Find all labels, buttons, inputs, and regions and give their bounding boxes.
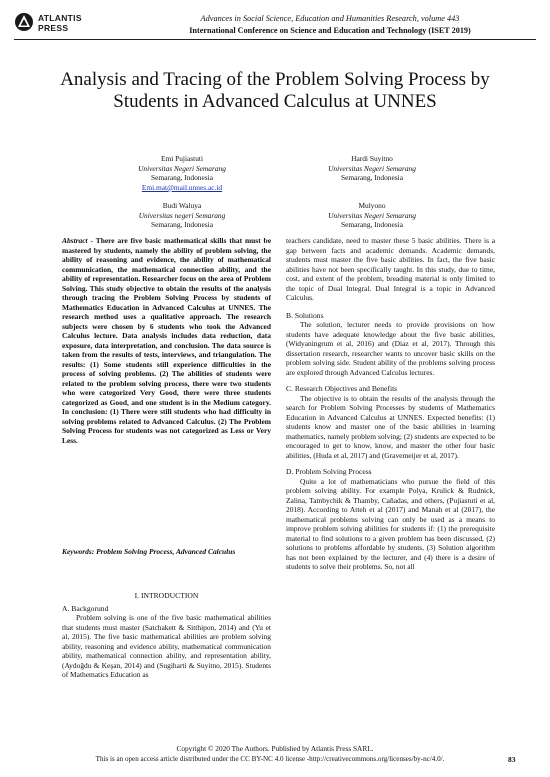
paragraph: teachers candidate, need to master these 5 basic abilities. There is a gap between facts and academic demands. Academic demands, students must master the five basic abilities. In fact, the five basic abilities have not been specifically taught. In this study, due to time, cost, and extent of the problem, breading material is only limited to the topic of Dual Integral. Dual Integral is a topic in Advanced Calculus. xyxy=(286,236,495,302)
conference-name: International Conference on Science and Education and Technology (ISET 2019) xyxy=(189,26,471,35)
author-name: Hardi Suyitno xyxy=(351,154,393,163)
author-institution: Universitas negeri Semarang xyxy=(138,210,226,220)
keywords-text: Problem Solving Process, Advanced Calculus xyxy=(94,547,236,556)
paragraph: Problem solving is one of the five basic mathematical abilities that students must master (Satchakett & Sitthipon, 2014) and (Yu et al, 2015). The five basic mathematical abilities are problem solving ability, reasoning and evidence ability, mathematical communication ability, mathematical connection ability, and representation ability, (Aydoğdu & Keşan, 2014) and (Sugiharti & Suyitno, 2015). Students of Mathematics Education as xyxy=(62,613,271,679)
subsection-heading: A. Backgorund xyxy=(62,603,109,613)
paragraph: Quite a lot of mathematicians who pursue the field of this problem solving ability. For example Polya, Krulick & Rudnick, Zalina, Tambychik & Thamby, Cañadas, and others, (Pujiastuti et al, 2018). According to Atteh et al (2017) and Manah et al (2017), the mathematical problems solving can only be used as a means to improve problem solving abilities for students if: (1) the prerequisite material to find solutions to a given problem has been discussed, (2) solutions to problems affordable by students, (3) Solution algorithm has not been explained by the lecturer, and (4) there is a desire of students to solve their problems. So, not all xyxy=(286,476,495,571)
page-number: 83 xyxy=(508,755,516,764)
copyright-notice: Copyright © 2020 The Authors. Published by Atlantis Press SARL. xyxy=(176,744,374,753)
paper-title: Analysis and Tracing of the Problem Solving Process by Students in Advanced Calculus at UNNES xyxy=(60,69,490,112)
author-block xyxy=(92,201,272,230)
keywords-label: Keywords: xyxy=(62,547,95,556)
author-location: Semarang, Indonesia xyxy=(151,173,213,183)
abstract-label: Abstract xyxy=(62,236,88,245)
license-notice: This is an open access article distributed under the CC BY-NC 4.0 license -http://creativecommons.org/licenses/by-nc/4.0/. xyxy=(95,755,445,763)
paragraph: The objective is to obtain the results of the analysis through the search for Problem Solving Processes by students of Mathematics Education in Advanced Calculus at UNNES. Expected benefits: (1) students know and master one of the basic abilities in learning mathematics, namely problem solving; (2) students are expected to be encouraged to get to know, know, and master the other four basic abilities, (Huda et al, 2017) and (Gravemeijer et al, 2017). xyxy=(286,393,495,460)
section-heading: I. INTRODUCTION xyxy=(134,591,199,600)
author-block xyxy=(92,154,272,192)
author-name: Mulyono xyxy=(358,201,386,210)
journal-name: Advances in Social Science, Education and Humanities Research, volume 443 xyxy=(200,14,460,23)
subsection-heading: B. Solutions xyxy=(286,310,324,320)
author-block xyxy=(282,154,462,183)
author-email-link[interactable]: Emi.mat@mail.unnes.ac.id xyxy=(141,182,223,192)
logo-line1: ATLANTIS xyxy=(38,13,82,23)
author-location: Semarang, Indonesia xyxy=(151,220,213,230)
subsection-heading: C. Research Objectives and Benefits xyxy=(286,384,398,393)
author-location: Semarang, Indonesia xyxy=(341,173,403,183)
left-column-intro xyxy=(62,591,271,680)
paragraph: The solution, lecturer needs to provide provisions on how students have adequate knowledge about the five basic abilities, (Widyaningrum et al, 2016) and (Diaz et al, 2017). Through this dissertation research, researcher wants to uncover basic skills on the problem solving side. Student ability of the problems solving process are explored through Advanced Calculus lectures. xyxy=(286,320,495,377)
right-column xyxy=(286,236,495,572)
author-institution: Universitas Negeri Semarang xyxy=(328,163,416,173)
logo-line2: PRESS xyxy=(38,23,69,33)
author-institution: Universitas Negeri Semarang xyxy=(328,210,416,220)
atlantis-logo-icon xyxy=(14,12,34,32)
subsection-heading: D. Problem Solving Process xyxy=(286,467,372,476)
author-location: Semarang, Indonesia xyxy=(341,220,403,230)
keywords xyxy=(62,547,271,557)
author-name: Budi Waluya xyxy=(162,201,202,210)
abstract-text: - There are five basic mathematical skills that must be mastered by students, namely the ability of problem solving, the ability of reasoning and evidence, the ability of mathematical communication, the mathematical connection ability, and the ability of representation. Researcher focus on the area of Problem Solving. This study objective to obtain the results of the analysis through tracing the Problem Solving Process by students of Mathematics Education in Advanced Calculus at UNNES. The research method uses a qualitative approach. The research subjects were chosen by 6 students who took the Advanced Calculus lecture. Data analysis includes data reduction, data exposure, data interpretation, and conclusion. The data source is taken from the results of tests, interviews, and triangulation. The results: (1) Some students still experience difficulties in the process of solving problems. (2) The abilities of students were related to the problem solving process, there were two students who were categorized Very Good, there were three students categorized as Good, and one student is in the Medium category. In conclusion: (1) There were still students who had difficulty in solving problems related to Advanced Calculus. (2) The Problem Solving Process for students was not categorized as Less or Very Less. xyxy=(62,236,271,445)
publisher-logo xyxy=(14,12,134,36)
author-block xyxy=(282,201,462,230)
author-name: Emi Pujiastuti xyxy=(160,154,204,163)
header-rule xyxy=(14,39,536,40)
abstract xyxy=(62,236,271,445)
author-institution: Universitas Negeri Semarang xyxy=(138,163,226,173)
